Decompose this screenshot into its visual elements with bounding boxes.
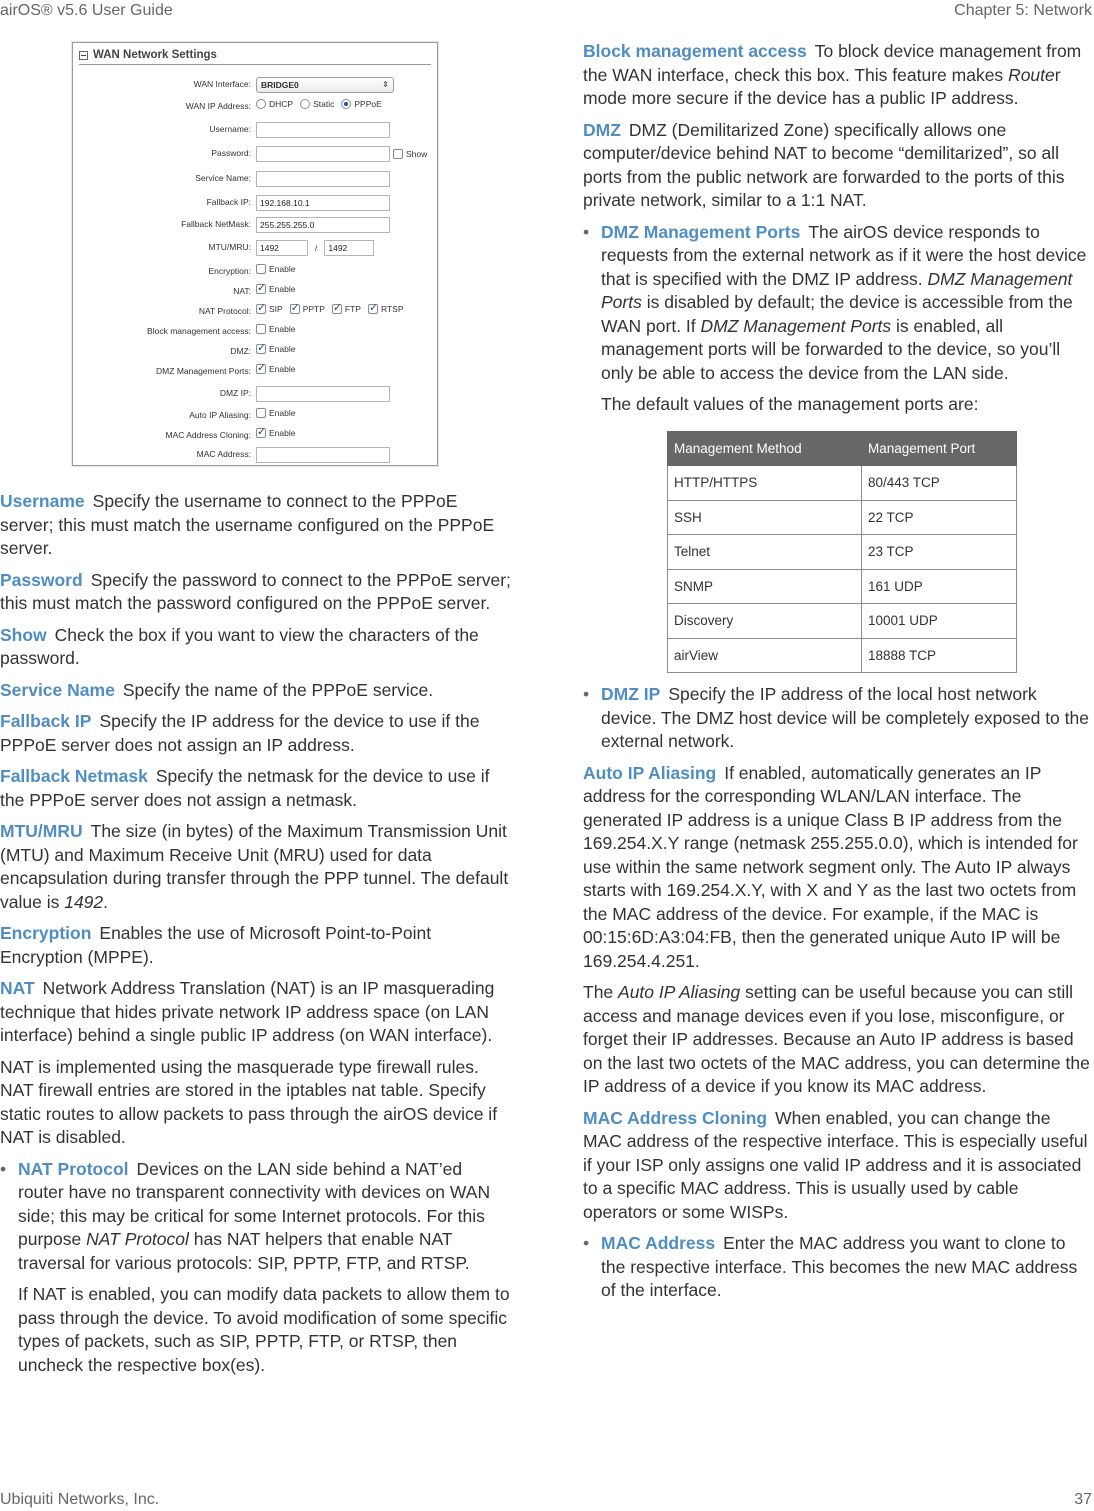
checkbox-label: Enable: [269, 264, 296, 274]
block-management-checkbox[interactable]: [256, 324, 266, 334]
radio-label-static: Static: [313, 99, 335, 109]
row-nat-protocol: [73, 303, 437, 323]
checkbox-label: Enable: [269, 324, 296, 334]
bullet-icon: •: [0, 1158, 7, 1179]
italic-dmz-mgmt-a: DMZ Management Ports: [601, 268, 1073, 312]
checkbox-label: RTSP: [380, 304, 404, 314]
table-cell: 22 TCP: [862, 500, 1017, 535]
field-label: Service Name:: [195, 173, 251, 183]
table-cell: 23 TCP: [862, 535, 1017, 570]
term-nat-protocol: NAT Protocol: [18, 1158, 129, 1179]
service-name-input[interactable]: [256, 171, 390, 187]
collapse-icon[interactable]: [79, 51, 88, 60]
para-block-management: [583, 40, 1094, 111]
table-cell: 80/443 TCP: [862, 466, 1017, 501]
row-service-name: [73, 170, 437, 190]
desc-mac-cloning: When enabled, you can change the MAC address of the respective interface. This is especially useful if your ISP only assigns one valid IP address and it is associated to a specific MAC address. This is usually used by cable operators or some WISPs.: [583, 1107, 1088, 1222]
italic-auto-ip: Auto IP Aliasing: [618, 982, 741, 1002]
column-header: Management Method: [668, 431, 862, 466]
term-dmz-ip: DMZ IP: [601, 684, 661, 704]
checkbox-label: Enable: [269, 284, 296, 294]
row-nat: [73, 283, 437, 303]
field-label: DMZ IP:: [219, 388, 251, 398]
select-arrows-icon: ⇕: [382, 80, 389, 89]
table-cell: HTTP/HTTPS: [668, 466, 862, 501]
table-cell: airView: [668, 638, 862, 673]
wan-network-settings-screenshot: [72, 42, 438, 466]
ftp-checkbox[interactable]: [332, 304, 342, 314]
para-fallback-ip: [0, 710, 512, 757]
mru-input[interactable]: 1492: [324, 240, 374, 256]
table-cell: 18888 TCP: [862, 638, 1017, 673]
row-mtu-mru: [73, 239, 437, 259]
row-username: [73, 121, 437, 141]
table-cell: 10001 UDP: [862, 604, 1017, 639]
para-mtu-mru: [0, 820, 512, 914]
running-footer-company: Ubiquiti Networks, Inc.: [0, 1491, 160, 1508]
row-block-management: [73, 323, 437, 343]
desc-mtu-mru: The size (in bytes) of the Maximum Transmission Unit (MTU) and Maximum Receive Unit (MRU) used for data encapsulation during transfer through the PPP tunnel. The default value is: [0, 821, 509, 912]
mac-address-cloning-checkbox[interactable]: [256, 428, 266, 438]
table-cell: Telnet: [668, 535, 862, 570]
pppoe-radio[interactable]: [341, 99, 351, 109]
mtu-input[interactable]: 1492: [256, 240, 308, 256]
checkbox-label: FTP: [344, 304, 361, 314]
term-fallback-netmask: Fallback Netmask: [0, 766, 148, 786]
right-column: [583, 40, 1094, 1311]
desc-dmz-mgmt-a: The airOS device responds to requests from the external network as if it were the host device that is specified with the DMZ IP address.: [601, 221, 1087, 289]
row-auto-ip-aliasing: [73, 407, 437, 427]
dmz-checkbox[interactable]: [256, 344, 266, 354]
checkbox-label: Enable: [269, 364, 296, 374]
para-nat: [0, 977, 512, 1048]
term-show: Show: [0, 624, 47, 645]
bullet-dmz-management-ports: [583, 221, 1094, 386]
term-mac-address: MAC Address: [601, 1233, 716, 1253]
mtu-default-value: 1492: [64, 891, 104, 912]
management-ports-table: [667, 431, 1017, 674]
dmz-ip-input[interactable]: [256, 386, 390, 402]
desc-encryption: Enables the use of Microsoft Point-to-Point Encryption (MPPE).: [0, 923, 432, 967]
left-column: [0, 490, 512, 1385]
fallback-netmask-input[interactable]: 255.255.255.0: [256, 217, 390, 233]
checkbox-label: Enable: [269, 344, 296, 354]
para-service-name: [0, 679, 512, 703]
table-row: [668, 466, 1017, 501]
desc-block-management-a: To block device management from the WAN interface, check this box. This feature makes: [583, 41, 1082, 85]
field-label: DMZ:: [230, 346, 251, 356]
radio-label-pppoe: PPPoE: [354, 99, 382, 109]
row-dmz: [73, 343, 437, 363]
term-password: Password: [0, 569, 83, 590]
field-label: MTU/MRU:: [208, 242, 251, 252]
para-dmz: [583, 119, 1094, 213]
table-cell: 161 UDP: [862, 569, 1017, 604]
desc-fallback-ip: Specify the IP address for the device to use if the PPPoE server does not assign an IP address.: [0, 711, 480, 755]
term-username: Username: [0, 491, 85, 511]
desc-nat: Network Address Translation (NAT) is an IP masquerading technique that hides private network IP address space (on LAN interface) behind a single public IP address (on WAN interface).: [0, 978, 495, 1045]
term-dmz-management-ports: DMZ Management Ports: [601, 221, 801, 242]
desc-dmz-mgmt-b: is disabled by default; the device is accessible from the WAN port. If: [601, 292, 1073, 336]
field-label: Password:: [211, 148, 251, 158]
bullet-icon: •: [583, 1233, 590, 1253]
para-fallback-netmask: [0, 765, 512, 812]
divider: [79, 64, 431, 65]
show-label: Show: [406, 149, 428, 159]
row-fallback-netmask: [73, 216, 437, 236]
italic-dmz-mgmt-b: DMZ Management Ports: [700, 315, 892, 336]
para-show: [0, 624, 512, 671]
auto-ip-aliasing-checkbox[interactable]: [256, 408, 266, 418]
field-label: WAN Interface:: [193, 79, 251, 89]
row-wan-interface: [73, 76, 437, 96]
para-auto-ip-2: [583, 981, 1094, 1099]
desc-nat-protocol-a: Devices on the LAN side behind a NAT’ed router have no transparent connectivity with devices on WAN side; this may be critical for some Internet protocols. For this purpose: [18, 1158, 491, 1249]
para-nat-2: NAT is implemented using the masquerade type firewall rules. NAT firewall entries are stored in the iptables nat table. Specify static routes to allow packets to pass through the airOS device if NAT is disabled.: [0, 1056, 498, 1147]
field-label: MAC Address:: [196, 449, 251, 459]
row-dmz-management-ports: [73, 363, 437, 383]
dmz-management-ports-checkbox[interactable]: [256, 364, 266, 374]
checkbox-label: SIP: [269, 304, 283, 314]
row-mac-address-cloning: [73, 427, 437, 447]
radio-label-dhcp: DHCP: [269, 99, 294, 109]
italic-nat-protocol: NAT Protocol: [86, 1229, 189, 1249]
panel-title: [79, 49, 217, 61]
column-header: Management Port: [862, 431, 1017, 466]
sip-checkbox[interactable]: [256, 304, 266, 314]
table-cell: SSH: [668, 500, 862, 535]
term-nat: NAT: [0, 978, 35, 998]
pptp-checkbox[interactable]: [290, 304, 300, 314]
show-password-checkbox[interactable]: [393, 149, 403, 159]
desc-dmz: DMZ (Demilitarized Zone) specifically allows one computer/device behind NAT to become “demilitarized”, so all ports from the public network are forwarded to the ports of this private network, similar to a 1:1 NAT.: [583, 119, 1065, 210]
term-block-management: Block management access: [583, 41, 807, 61]
checkbox-label: PPTP: [302, 304, 325, 314]
desc-service-name: Specify the name of the PPPoE service.: [122, 679, 434, 700]
table-row: [668, 604, 1017, 639]
mtu-mru-separator: /: [315, 243, 318, 253]
fallback-ip-input[interactable]: 192.168.10.1: [256, 195, 390, 211]
running-header-chapter: Chapter 5: Network: [954, 2, 1092, 19]
table-row: [668, 638, 1017, 673]
table-header-row: [668, 431, 1017, 466]
table-row: [668, 535, 1017, 570]
field-label: NAT:: [233, 286, 251, 296]
desc-username: Specify the username to connect to the PPPoE server; this must match the username configured on the PPPoE server.: [0, 491, 495, 558]
checkbox-label: Enable: [269, 428, 296, 438]
username-input[interactable]: [256, 122, 390, 138]
wan-interface-select[interactable]: [256, 77, 394, 93]
desc-dmz-ip: Specify the IP address of the local host network device. The DMZ host device will be completely exposed to the external network.: [601, 684, 1089, 751]
encryption-checkbox[interactable]: [256, 264, 266, 274]
field-label: Username:: [209, 124, 251, 134]
desc-show: Check the box if you want to view the characters of the password.: [0, 624, 479, 668]
mac-address-input[interactable]: [256, 447, 390, 463]
desc-fallback-netmask: Specify the netmask for the device to use if the PPPoE server does not assign a netmask.: [0, 766, 490, 810]
table-row: [668, 569, 1017, 604]
field-label: NAT Protocol:: [198, 306, 251, 316]
desc-nat-protocol-b: has NAT helpers that enable NAT traversal for various protocols: SIP, PPTP, FTP, and RTSP.: [18, 1229, 470, 1273]
nat-checkbox[interactable]: [256, 284, 266, 294]
field-label: Fallback NetMask:: [181, 219, 251, 229]
term-encryption: Encryption: [0, 923, 92, 943]
para-auto-ip: [583, 762, 1094, 974]
panel-title-text: WAN Network Settings: [93, 49, 217, 61]
term-mac-address-cloning: MAC Address Cloning: [583, 1107, 768, 1128]
desc-auto-ip-2a: The: [583, 982, 614, 1002]
bullet-mac-address: [583, 1232, 1094, 1303]
field-label: Encryption:: [208, 266, 251, 276]
table-cell: SNMP: [668, 569, 862, 604]
term-dmz: DMZ: [583, 119, 621, 140]
desc-dmz-mgmt-c: is enabled, all management ports will be forwarded to the device, so you’ll only be able to access the device from the LAN side.: [601, 315, 1061, 383]
bullet-nat-protocol: [0, 1158, 512, 1276]
field-label: DMZ Management Ports:: [156, 366, 251, 376]
field-label: Fallback IP:: [206, 197, 251, 207]
row-mac-address: [73, 446, 437, 466]
static-radio[interactable]: [300, 99, 310, 109]
field-label: WAN IP Address:: [185, 101, 251, 111]
desc-auto-ip: If enabled, automatically generates an IP address for the corresponding WLAN/LAN interface. The generated IP address is a unique Class B IP address from the 169.254.X.Y range (netmask 255.255.0.0), which is intended for use within the same network segment only. The Auto IP always starts with 169.254.X.Y, with X and Y as the last two octets from the MAC address of the device. For example, if the MAC is 00:15:6D:A3:04:FB, then the generated unique Auto IP will be 169.254.4.251.: [583, 762, 1078, 971]
term-auto-ip-aliasing: Auto IP Aliasing: [583, 762, 717, 783]
row-wan-ip-address: [73, 98, 437, 118]
term-fallback-ip: Fallback IP: [0, 711, 92, 731]
page-number: 37: [1074, 1491, 1092, 1508]
rtsp-checkbox[interactable]: [368, 304, 378, 314]
row-password: [73, 145, 437, 165]
row-encryption: [73, 263, 437, 283]
running-header-title: airOS® v5.6 User Guide: [0, 2, 173, 19]
desc-mac-address: Enter the MAC address you want to clone to the respective interface. This becomes the new MAC address of the interface.: [601, 1233, 1078, 1300]
italic-router: Route: [1008, 64, 1055, 85]
para-username: [0, 490, 512, 561]
table-row: [668, 500, 1017, 535]
sentence-end: .: [103, 891, 109, 912]
term-mtu-mru: MTU/MRU: [0, 821, 83, 841]
checkbox-label: Enable: [269, 408, 296, 418]
password-input[interactable]: [256, 146, 390, 162]
table-cell: Discovery: [668, 604, 862, 639]
term-service-name: Service Name: [0, 679, 115, 700]
row-dmz-ip: [73, 385, 437, 405]
desc-auto-ip-2b: setting can be useful because you can still access and manage devices even if you lose, misconfigure, or forget their IP addresses. Because an Auto IP address is based on the last two octets of the MAC address, you can determine the IP address of a device if you know its MAC address.: [583, 982, 1090, 1096]
para-password: [0, 569, 512, 616]
para-encryption: [0, 922, 512, 969]
wan-interface-value: BRIDGE0: [261, 80, 299, 90]
desc-block-management-b: r mode more secure if the device has a public IP address.: [583, 64, 1061, 108]
bullet-icon: •: [583, 684, 590, 704]
field-label: MAC Address Cloning:: [165, 430, 251, 440]
row-fallback-ip: [73, 194, 437, 214]
field-label: Block management access:: [147, 326, 251, 336]
dhcp-radio[interactable]: [256, 99, 266, 109]
para-nat-protocol-2: If NAT is enabled, you can modify data packets to allow them to pass through the device. To avoid modification of some specific types of packets, such as SIP, PPTP, FTP, or RTSP, then uncheck the respective box(es).: [18, 1284, 510, 1375]
bullet-dmz-ip: [583, 683, 1094, 754]
bullet-icon: •: [583, 221, 590, 242]
desc-password: Specify the password to connect to the PPPoE server; this must match the password configured on the PPPoE server.: [0, 569, 511, 613]
para-mac-cloning: [583, 1107, 1094, 1225]
para-ports-intro: The default values of the management ports are:: [601, 394, 979, 414]
field-label: Auto IP Aliasing:: [189, 410, 251, 420]
